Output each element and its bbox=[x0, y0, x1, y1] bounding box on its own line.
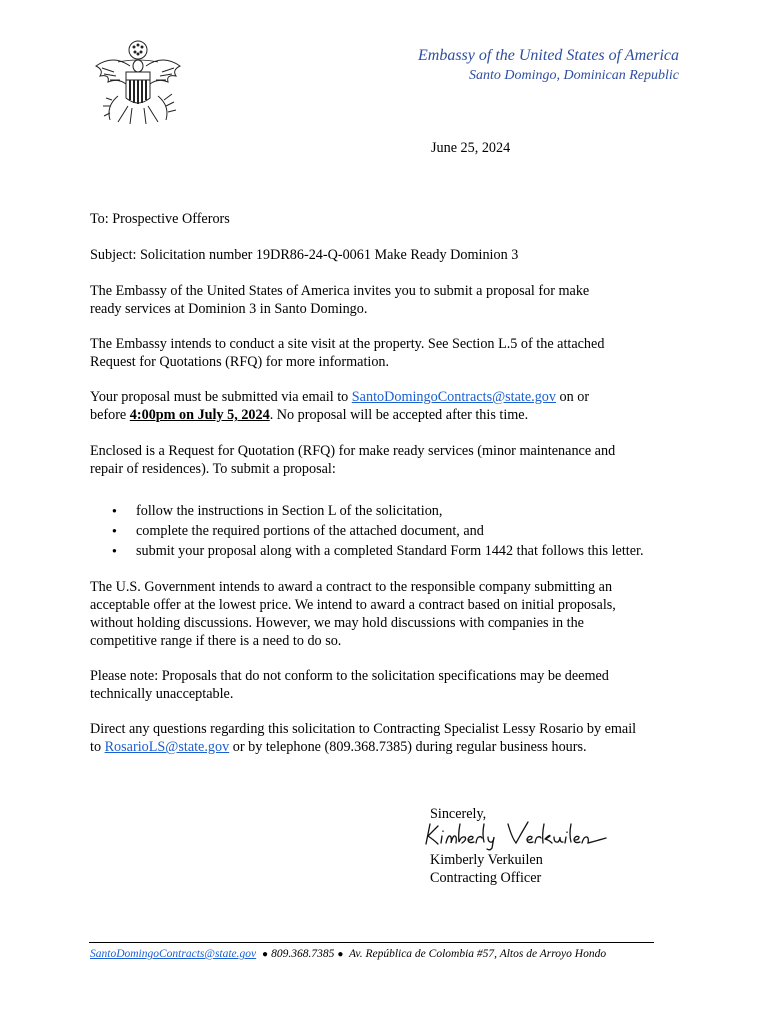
paragraph-enclosed-rfq: Enclosed is a Request for Quotation (RFQ) for make ready services (minor maintenance and repair of residences). To submit a proposal: bbox=[90, 443, 616, 477]
paragraph-note: Please note: Proposals that do not conform to the solicitation specifications may be deemed technically unacceptable. bbox=[90, 668, 609, 702]
handwritten-signature bbox=[424, 818, 614, 852]
paragraph-invitation: The Embassy of the United States of America invites you to submit a proposal for make ready services at Dominion 3 in Santo Domingo. bbox=[90, 283, 590, 317]
contracts-email-link[interactable]: SantoDomingoContracts@state.gov bbox=[351, 389, 556, 405]
bullet-separator-icon: ● bbox=[337, 949, 344, 960]
embassy-title: Embassy of the United States of America bbox=[418, 47, 679, 64]
footer-address: Av. República de Colombia #57, Altos de Arroyo Hondo bbox=[349, 948, 607, 960]
paragraph-site-visit: The Embassy intends to conduct a site visit at the property. See Section L.5 of the attached Request for Quotations (RFQ) for more information. bbox=[90, 336, 605, 370]
paragraph-award: The U.S. Government intends to award a contract to the responsible company submitting an acceptable offer at the lowest price. We intend to award a contract based on initial proposals, without holding discussions. However, we may hold discussions with companies in the competitive range if there is a need to do so. bbox=[90, 579, 616, 649]
specialist-email-link[interactable]: RosarioLS@state.gov bbox=[104, 739, 230, 755]
list-item: ● submit your proposal along with a completed Standard Form 1442 that follows this letter. bbox=[90, 541, 710, 561]
signer-title: Contracting Officer bbox=[430, 870, 542, 886]
instructions-list bbox=[90, 501, 710, 561]
embassy-location: Santo Domingo, Dominican Republic bbox=[469, 68, 679, 83]
recipient-line: To: Prospective Offerors bbox=[90, 211, 230, 227]
footer-phone: 809.368.7385 bbox=[271, 948, 335, 960]
bullet-separator-icon: ● bbox=[262, 949, 269, 960]
deadline: 4:00pm on July 5, 2024 bbox=[129, 407, 270, 423]
subject-line: Subject: Solicitation number 19DR86-24-Q-0061 Make Ready Dominion 3 bbox=[90, 247, 519, 263]
list-item: ● follow the instructions in Section L of the solicitation, bbox=[90, 501, 710, 521]
footer bbox=[90, 946, 606, 963]
signer-name: Kimberly Verkuilen bbox=[430, 852, 543, 868]
closing: Sincerely, bbox=[430, 806, 487, 822]
letter-date: June 25, 2024 bbox=[431, 140, 511, 156]
list-item: ● complete the required portions of the attached document, and bbox=[90, 521, 710, 541]
footer-email-link[interactable]: SantoDomingoContracts@state.gov bbox=[90, 948, 257, 960]
footer-divider bbox=[89, 942, 654, 943]
paragraph-submission: Your proposal must be submitted via email to SantoDomingoContracts@state.gov on or before 4:00pm on July 5, 2024. No proposal will be accepted after this time. bbox=[90, 389, 590, 423]
great-seal-icon bbox=[88, 36, 188, 136]
paragraph-contact: Direct any questions regarding this solicitation to Contracting Specialist Lessy Rosario by email to RosarioLS@state.gov or by telephone (809.368.7385) during regular business hours. bbox=[90, 721, 637, 755]
